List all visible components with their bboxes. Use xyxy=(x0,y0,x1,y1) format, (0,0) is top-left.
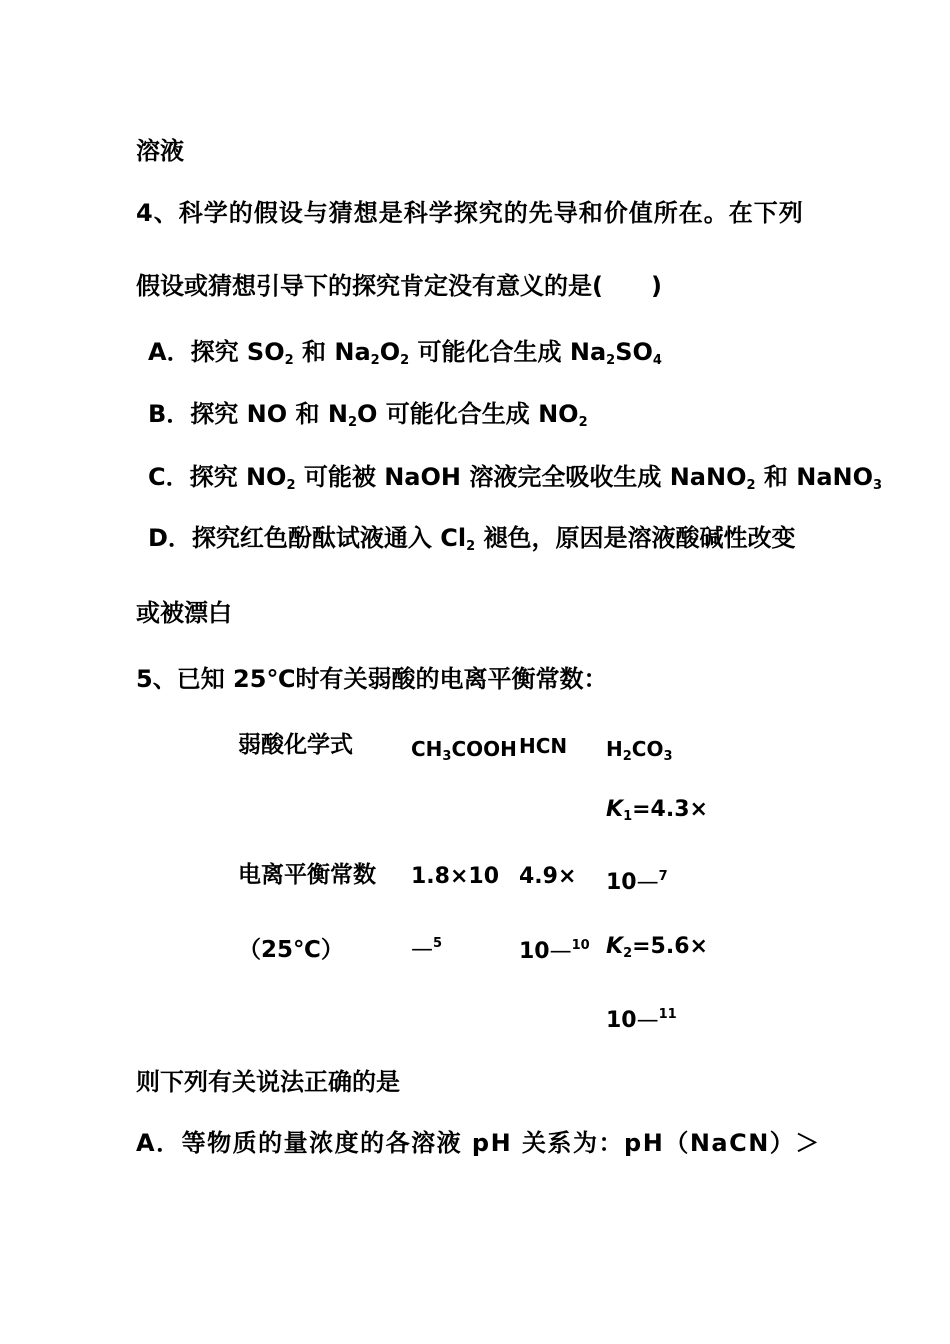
q4-option-b: B．探究 NO 和 $N_2O$ 可能化合生成 $NO_2$ xyxy=(148,400,588,430)
q5-stem: 5、已知 25℃时有关弱酸的电离平衡常数： xyxy=(136,665,608,693)
q5-option-a: A．等物质的量浓度的各溶液 pH 关系为：pH（NaCN）＞ xyxy=(136,1129,821,1157)
q5-question: 则下列有关说法正确的是 xyxy=(136,1068,400,1096)
table-k-label-line1: 电离平衡常数 xyxy=(238,862,376,888)
q4-stem-line2: 假设或猜想引导下的探究肯定没有意义的是( ) xyxy=(136,272,662,300)
q4-option-d: D．探究红色酚酞试液通入 $Cl_2$ 褪色，原因是溶液酸碱性改变 xyxy=(148,524,796,554)
q4-option-d-line2: 或被漂白 xyxy=(136,599,232,627)
q4-option-a: A．探究 $SO_2$ 和 $Na_2O_2$ 可能化合生成 $Na_2SO_4$ xyxy=(148,338,662,368)
table-header-h2co3: $H_2CO_3$ xyxy=(606,737,673,764)
q3-tail: 溶液 xyxy=(136,137,184,165)
table-header-acetic: $CH_3COOH$ xyxy=(411,737,517,764)
h2co3-k2: $K_2=5.6\times$ xyxy=(606,934,708,961)
h2co3-k2-line2: 10—$^{11}$ xyxy=(606,1007,677,1033)
h2co3-k1: $K_1=4.3\times$ xyxy=(606,797,708,824)
table-header-hcn: HCN xyxy=(519,734,568,758)
table-k-label-line2: （25℃） xyxy=(238,937,344,963)
acetic-k-line2: —$^5$ xyxy=(411,936,443,962)
q4-option-c: C．探究 $NO_2$ 可能被 NaOH 溶液完全吸收生成 NaNO$_2$ 和 NaNO$_3$ xyxy=(148,463,883,493)
table-header-label: 弱酸化学式 xyxy=(238,732,353,758)
hcn-k-line2: 10—$^{10}$ xyxy=(519,938,590,964)
q4-stem-line1: 4、科学的假设与猜想是科学探究的先导和价值所在。在下列 xyxy=(136,199,804,227)
hcn-k-line1: 4.9× xyxy=(519,864,577,889)
h2co3-k1-line2: 10—$^7$ xyxy=(606,869,668,895)
acetic-k-line1: 1.8×10 xyxy=(411,864,500,889)
